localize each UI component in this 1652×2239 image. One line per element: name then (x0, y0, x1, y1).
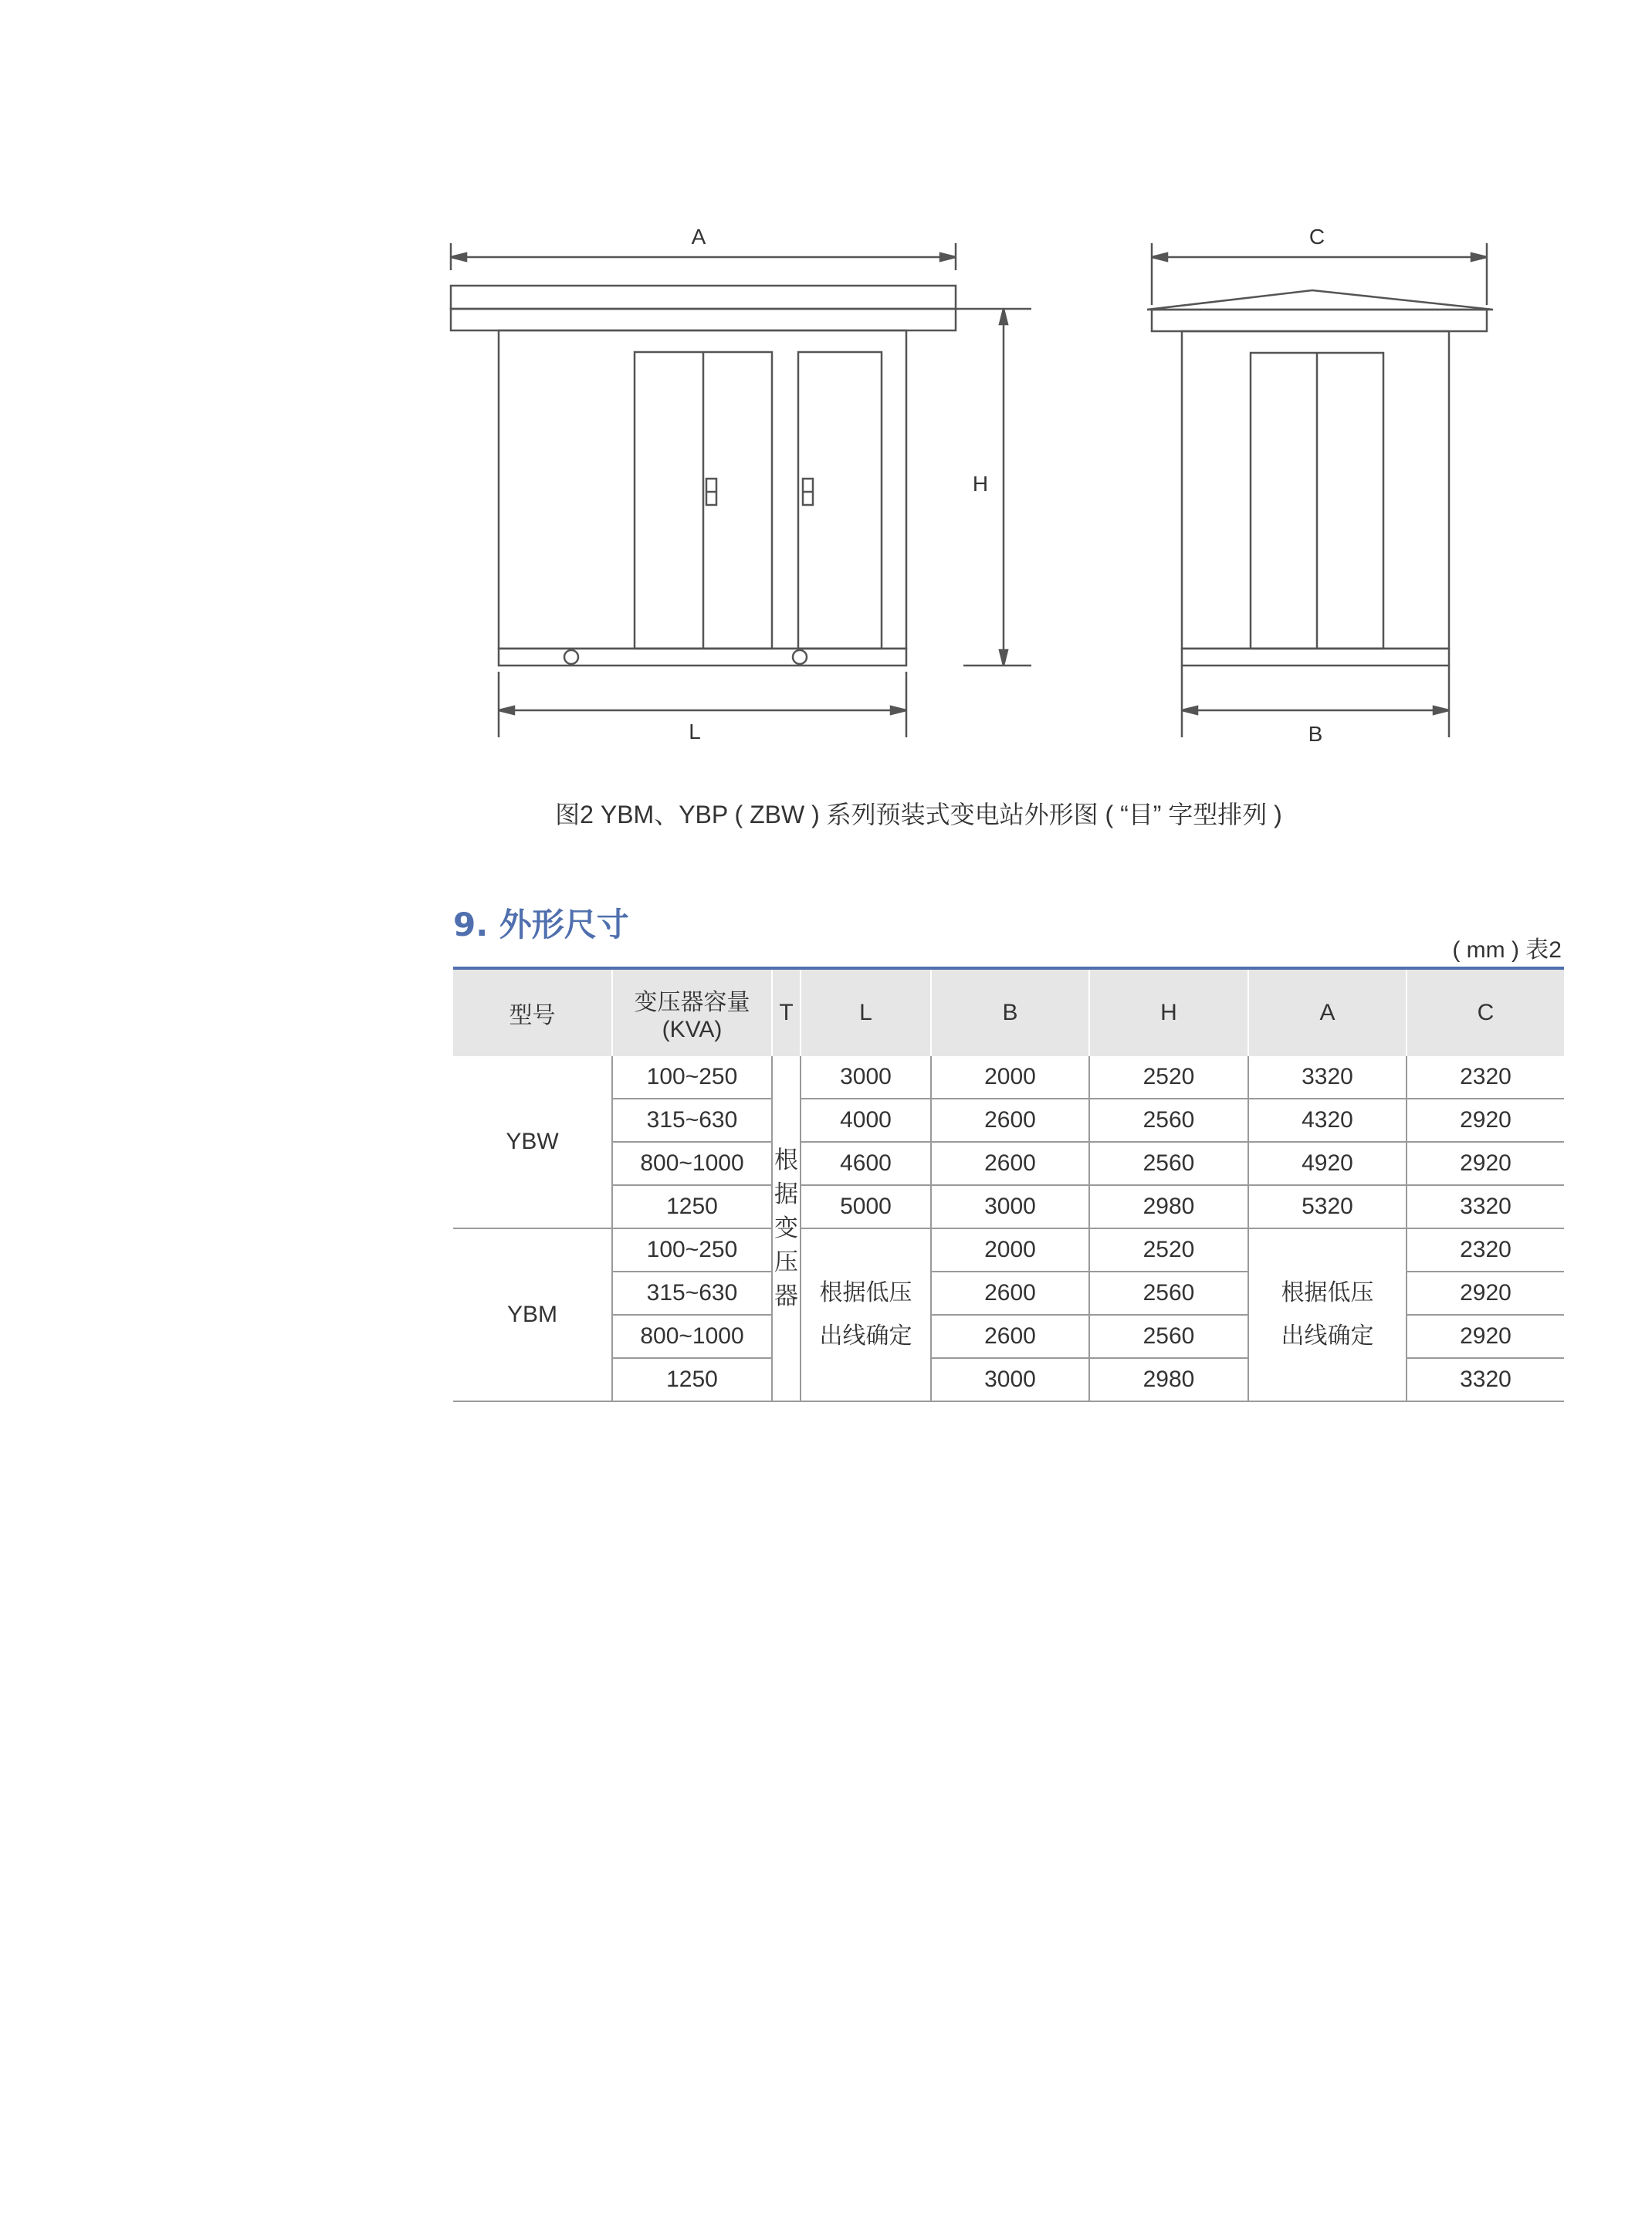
c-cell: 2320 (1407, 1056, 1564, 1099)
unit-note: ( mm ) 表2 (1452, 937, 1562, 963)
l-cell: 4000 (801, 1099, 931, 1142)
l-merged-cell (801, 1228, 931, 1401)
b-cell: 2600 (931, 1142, 1089, 1185)
dim-h-label: H (972, 472, 989, 496)
capacity-cell: 800~1000 (612, 1142, 772, 1185)
l-cell: 3000 (801, 1056, 931, 1099)
table-row (453, 1142, 1564, 1185)
wheel-icon (793, 650, 807, 664)
a-cell: 5320 (1248, 1185, 1407, 1228)
c-cell: 3320 (1407, 1185, 1564, 1228)
b-cell: 3000 (931, 1358, 1089, 1401)
h-cell: 2560 (1089, 1099, 1248, 1142)
model-cell: YBW (453, 1056, 612, 1228)
side-view (1147, 225, 1493, 746)
capacity-cell: 1250 (612, 1185, 772, 1228)
figure-caption: 图2 YBM、YBP ( ZBW ) 系列预装式变电站外形图 ( “目” 字型排列 ) (555, 801, 1282, 828)
a-merged-text: 根据低压 出线确定 (1281, 1280, 1374, 1349)
capacity-cell: 315~630 (612, 1272, 772, 1315)
header-c: C (1407, 968, 1564, 1056)
table-row (453, 1056, 1564, 1099)
c-cell: 3320 (1407, 1358, 1564, 1401)
header-b: B (931, 968, 1089, 1056)
b-cell: 2000 (931, 1056, 1089, 1099)
l-cell: 5000 (801, 1185, 931, 1228)
c-cell: 2920 (1407, 1099, 1564, 1142)
b-cell: 3000 (931, 1185, 1089, 1228)
header-a: A (1248, 968, 1407, 1056)
h-cell: 2560 (1089, 1315, 1248, 1358)
model-cell: YBM (453, 1228, 612, 1401)
dimensions-table (453, 967, 1564, 1402)
t-merged-text: 根 据 变 压 器 (774, 1147, 798, 1309)
a-cell: 4920 (1248, 1142, 1407, 1185)
header-t: T (772, 968, 801, 1056)
h-cell: 2560 (1089, 1272, 1248, 1315)
t-merged-cell (772, 1056, 801, 1401)
header-l: L (801, 968, 931, 1056)
b-cell: 2000 (931, 1228, 1089, 1272)
dim-a-label: A (691, 225, 706, 249)
b-cell: 2600 (931, 1099, 1089, 1142)
capacity-cell: 800~1000 (612, 1315, 772, 1358)
table-header-row (453, 968, 1564, 1056)
table-row (453, 1099, 1564, 1142)
wheel-icon (564, 650, 578, 664)
header-capacity: 变压器容量(KVA) (612, 968, 772, 1056)
a-merged-cell (1248, 1228, 1407, 1401)
c-cell: 2920 (1407, 1142, 1564, 1185)
b-cell: 2600 (931, 1315, 1089, 1358)
l-cell: 4600 (801, 1142, 931, 1185)
section-title: 9. 外形尺寸 (453, 906, 629, 943)
capacity-cell: 1250 (612, 1358, 772, 1401)
h-cell: 2520 (1089, 1228, 1248, 1272)
h-cell: 2980 (1089, 1358, 1248, 1401)
capacity-cell: 315~630 (612, 1099, 772, 1142)
dim-c-label: C (1308, 225, 1325, 249)
c-cell: 2920 (1407, 1272, 1564, 1315)
table-row (453, 1228, 1564, 1272)
a-cell: 4320 (1248, 1099, 1407, 1142)
a-cell: 3320 (1248, 1056, 1407, 1099)
capacity-cell: 100~250 (612, 1056, 772, 1099)
h-cell: 2560 (1089, 1142, 1248, 1185)
header-h: H (1089, 968, 1248, 1056)
side-body (1182, 331, 1449, 649)
capacity-cell: 100~250 (612, 1228, 772, 1272)
c-cell: 2920 (1407, 1315, 1564, 1358)
header-model: 型号 (509, 1003, 556, 1028)
b-cell: 2600 (931, 1272, 1089, 1315)
substation-outline-drawing (432, 208, 1544, 764)
table-row (453, 1185, 1564, 1228)
dim-l-label: L (689, 720, 701, 744)
h-cell: 2980 (1089, 1185, 1248, 1228)
front-view (451, 225, 1031, 744)
l-merged-text: 根据低压 出线确定 (819, 1280, 912, 1349)
c-cell: 2320 (1407, 1228, 1564, 1272)
h-cell: 2520 (1089, 1056, 1248, 1099)
dim-b-label: B (1308, 722, 1323, 746)
